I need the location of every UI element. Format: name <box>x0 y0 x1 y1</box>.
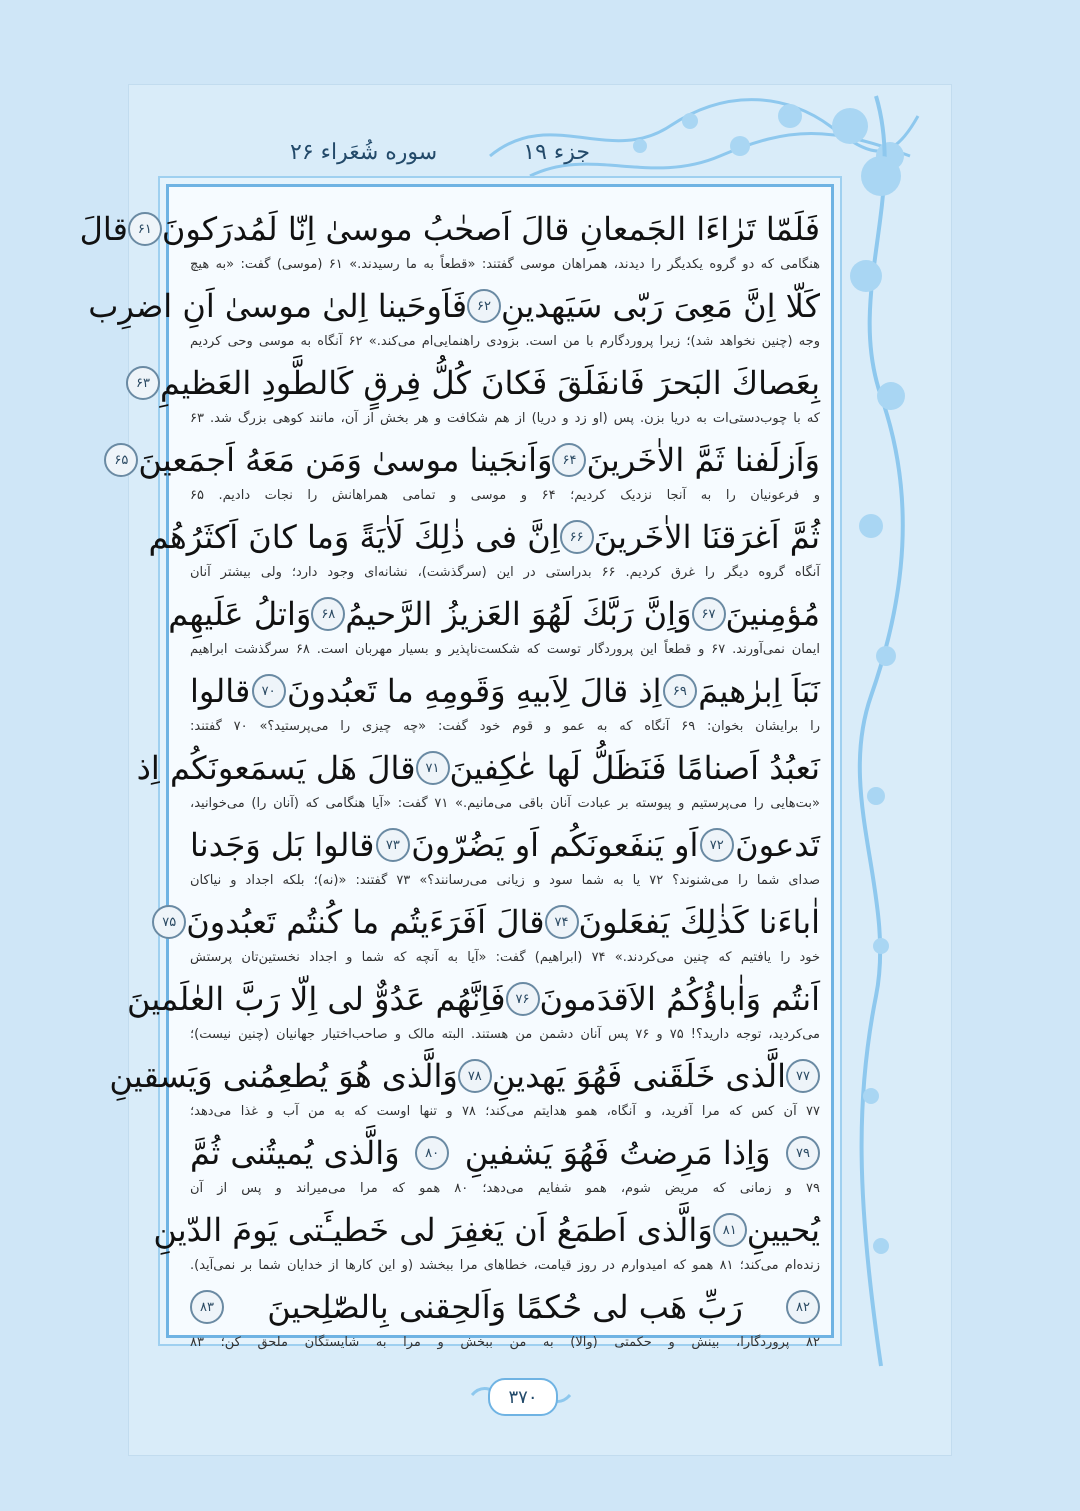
verse-row <box>168 589 820 666</box>
translation-line: «بت‌هایی را می‌پرستیم و پیوسته بر عبادت آنان باقی می‌مانیم.» ۷۱ گفت: «آیا هنگامی که (آنان را) می‌خوانید، <box>190 796 820 811</box>
ayah-text: یُحیینِ <box>746 1211 820 1249</box>
ayah-number-icon: ۶۱ <box>128 212 162 246</box>
ayah-text: اِنَّ فی ذٰلِكَ لَاٰیَةً وَما كانَ اَكثَرُهُم <box>148 518 560 556</box>
verse-row <box>190 820 820 897</box>
translation-line: که با چوب‌دستی‌ات به دریا بزن. پس (او زد و دریا) از هم شکافت و هر بخش از آن، مانند کوهی بزرگ شد. ۶۳ <box>190 411 820 426</box>
ayah-text: مُؤمِنینَ <box>725 595 820 633</box>
ayah-line <box>190 1128 820 1178</box>
verse-row <box>190 666 820 743</box>
ayah-number-icon: ۷۹ <box>786 1136 820 1170</box>
floral-ornament-side <box>836 96 920 1366</box>
ayah-text: وَاتلُ عَلَیهِم <box>168 595 312 633</box>
ayah-line <box>168 589 820 639</box>
ayah-text: قالَ هَل یَسمَعونَكُم اِذ <box>136 749 416 787</box>
ayah-text: قالوا بَل وَجَدنا <box>190 826 375 864</box>
ayah-line <box>190 1282 820 1332</box>
ayah-number-icon: ۷۸ <box>458 1059 492 1093</box>
ayah-text: قالَ اَفَرَءَیتُم ما كُنتُم تَعبُدونَ <box>186 903 545 941</box>
ayah-number-icon: ۷۳ <box>376 828 410 862</box>
verse-row <box>148 512 820 589</box>
translation-line: وجه (چنین نخواهد شد)؛ زیرا پروردگارم با من است. بزودی راهنمایی‌ام می‌کند.» ۶۲ آنگاه به موسی وحی کردیم <box>190 334 820 349</box>
verse-row <box>190 1128 820 1205</box>
translation-line: ۷۷ آن کس که مرا آفرید، و آنگاه، همو هدایتم می‌کند؛ ۷۸ و تنها اوست که به من آب و غذا می‌دهد؛ <box>190 1104 820 1119</box>
ayah-text: فَلَمّا تَرٰاءَا الجَمعانِ قالَ اَصحٰبُ موسىٰ اِنّا لَمُدرَكونَ <box>161 210 820 248</box>
verse-row <box>136 358 820 435</box>
verse-row <box>126 974 820 1051</box>
translation-line: ۷۹ و زمانی که مریض شوم، همو شفایم می‌دهد؛ ۸۰ همو که مرا می‌میراند و پس از آن <box>190 1181 820 1196</box>
ayah-number-icon: ۶۹ <box>663 674 697 708</box>
ayah-line <box>148 512 820 562</box>
ayah-number-icon: ۶۵ <box>104 443 138 477</box>
ayah-text: اِذ قالَ لِاَبیهِ وَقَومِهِ ما تَعبُدونَ <box>287 672 662 710</box>
page-number: ۳۷۰ <box>488 1378 558 1416</box>
translation-line: می‌کردید، توجه دارید؟! ۷۵ و ۷۶ پس آنان دشمن من هستند. البته مالک و صاحب‌اختیار جهانیان (چنین نیست)؛ <box>190 1027 820 1042</box>
ayah-text: وَالَّذی یُمیتُنی ثُمَّ <box>190 1134 400 1172</box>
ayah-text: وَالَّذی هُوَ یُطعِمُنی وَیَسقینِ <box>109 1057 458 1095</box>
ayah-line <box>136 743 820 793</box>
ayah-number-icon: ۸۳ <box>190 1290 224 1324</box>
ayah-line <box>190 666 820 716</box>
ayah-text: نَعبُدُ اَصنامًا فَنَظَلُّ لَها عٰكِفینَ <box>449 749 820 787</box>
ayah-number-icon: ۶۶ <box>560 520 594 554</box>
ayah-text: تَدعونَ <box>735 826 820 864</box>
juz-label: جزء ۱۹ <box>523 139 590 165</box>
ayah-number-icon: ۷۶ <box>506 982 540 1016</box>
ayah-number-icon: ۶۷ <box>692 597 726 631</box>
ayah-line <box>126 974 820 1024</box>
ayah-number-icon: ۸۲ <box>786 1290 820 1324</box>
ayah-text: وَالَّذی اَطمَعُ اَن یَغفِرَ لی خَطیـَٔتی یَومَ الدّینِ <box>153 1211 713 1249</box>
page-header <box>290 132 590 172</box>
ayah-number-icon: ۸۰ <box>415 1136 449 1170</box>
ayah-text: نَبَاَ اِبرٰهیمَ <box>698 672 820 710</box>
ayah-number-icon: ۷۲ <box>700 828 734 862</box>
quran-text <box>79 204 821 1350</box>
ayah-text: رَبِّ هَب لی حُكمًا وَاَلحِقنی بِالصّٰلِحینَ <box>267 1288 743 1326</box>
surah-label: سوره شُعَراء ۲۶ <box>290 139 438 165</box>
ayah-text: بِعَصاكَ البَحرَ فَانفَلَقَ فَكانَ كُلُّ فِرقٍ كَالطَّودِ العَظیمِ <box>160 364 820 402</box>
ayah-number-icon: ۶۲ <box>467 289 501 323</box>
ayah-line <box>190 820 820 870</box>
ayah-text: اَو یَنفَعونَكُم اَو یَضُرّونَ <box>411 826 699 864</box>
ayah-number-icon: ۷۷ <box>786 1059 820 1093</box>
translation-line: خود را یافتیم که چنین می‌کردند.» ۷۴ (ابراهیم) گفت: «آیا به آنچه که شما و اجداد نخستین‌تان پرستش <box>190 950 820 965</box>
ayah-number-icon: ۷۰ <box>252 674 286 708</box>
ayah-text: فَاِنَّهُم عَدُوٌّ لی اِلّا رَبَّ العٰلَمینَ <box>126 980 506 1018</box>
ayah-line <box>153 1205 820 1255</box>
ayah-text: وَاِنَّ رَبَّكَ لَهُوَ العَزیزُ الرَّحیمُ <box>345 595 692 633</box>
ayah-text: اٰباءَنا كَذٰلِكَ یَفعَلونَ <box>578 903 820 941</box>
ayah-line <box>136 358 820 408</box>
ayah-line <box>79 204 820 254</box>
ayah-text: وَاَزلَفنا ثَمَّ الاٰخَرینَ <box>586 441 820 479</box>
ayah-text: الَّذی خَلَقَنی فَهُوَ یَهدینِ <box>491 1057 786 1095</box>
ayah-text: قالوا <box>190 672 251 710</box>
ayah-number-icon: ۷۴ <box>545 905 579 939</box>
verse-row <box>136 743 820 820</box>
ayah-text: وَاِذا مَرِضتُ فَهُوَ یَشفینِ <box>464 1134 771 1172</box>
ayah-number-icon: ۸۱ <box>713 1213 747 1247</box>
verse-row <box>109 1051 820 1128</box>
translation-line: ایمان نمی‌آورند. ۶۷ و قطعاً این پروردگار توست که شکست‌ناپذیر و بسیار مهربان است. ۶۸ سرگذشت ابراهیم <box>190 642 820 657</box>
verse-row <box>114 435 821 512</box>
ayah-text: وَاَنجَینا موسىٰ وَمَن مَعَهُ اَجمَعینَ <box>138 441 553 479</box>
translation-line: آنگاه گروه دیگر را غرق کردیم. ۶۶ بدراستی در این (سرگذشت)، نشانه‌ای وجود دارد؛ ولی بیشتر آنان <box>190 565 820 580</box>
translation-line: زنده‌ام می‌کند؛ ۸۱ همو که امیدوارم در روز قیامت، خطاهای مرا ببخشد (و این کارها از خدایان شما بر نمی‌آید). <box>190 1258 821 1273</box>
ayah-text: قالَ <box>79 210 128 248</box>
verse-row <box>162 897 820 974</box>
verse-row <box>88 281 820 358</box>
ayah-text: فَاَوحَینا اِلىٰ موسىٰ اَنِ اضرِب <box>88 287 468 325</box>
ayah-line <box>114 435 820 485</box>
verse-row <box>190 1282 820 1359</box>
translation-line: ۸۲ پروردگارا، بینش و حکمتی (والا) به من ببخش و مرا به شایستگان ملحق کن؛ ۸۳ <box>190 1335 820 1350</box>
translation-line: را برایشان بخوان: ۶۹ آنگاه که به عمو و قوم خود گفت: «چه چیزی را می‌پرستید؟» ۷۰ گفتند: <box>190 719 820 734</box>
ayah-number-icon: ۷۱ <box>416 751 450 785</box>
ayah-number-icon: ۶۸ <box>311 597 345 631</box>
translation-line: هنگامی که دو گروه یکدیگر را دیدند، همراهان موسی گفتند: «قطعاً به ما رسیدند.» ۶۱ (موسی) گفت: «به هیچ <box>190 257 821 272</box>
ayah-number-icon: ۶۴ <box>552 443 586 477</box>
ayah-line <box>162 897 820 947</box>
verse-row <box>153 1205 821 1282</box>
ayah-number-icon: ۷۵ <box>152 905 186 939</box>
ayah-line <box>109 1051 820 1101</box>
verse-row <box>79 204 821 281</box>
translation-line: صدای شما را می‌شنوند؟ ۷۲ یا به شما سود و زیانی می‌رسانند؟» ۷۳ گفتند: «(نه)؛ بلکه اجداد و نیاکان <box>190 873 820 888</box>
ayah-text: ثُمَّ اَغرَقنَا الاٰخَرینَ <box>593 518 820 556</box>
ayah-text: كَلّا اِنَّ مَعِیَ رَبّی سَیَهدینِ <box>501 287 820 325</box>
translation-line: و فرعونیان را به آنجا نزدیک کردیم؛ ۶۴ و موسی و تمامی همراهانش را نجات دادیم. ۶۵ <box>190 488 821 503</box>
ayah-text: اَنتُم وَاٰباؤُكُمُ الاَقدَمونَ <box>539 980 820 1018</box>
ayah-number-icon: ۶۳ <box>126 366 160 400</box>
ayah-line <box>88 281 820 331</box>
